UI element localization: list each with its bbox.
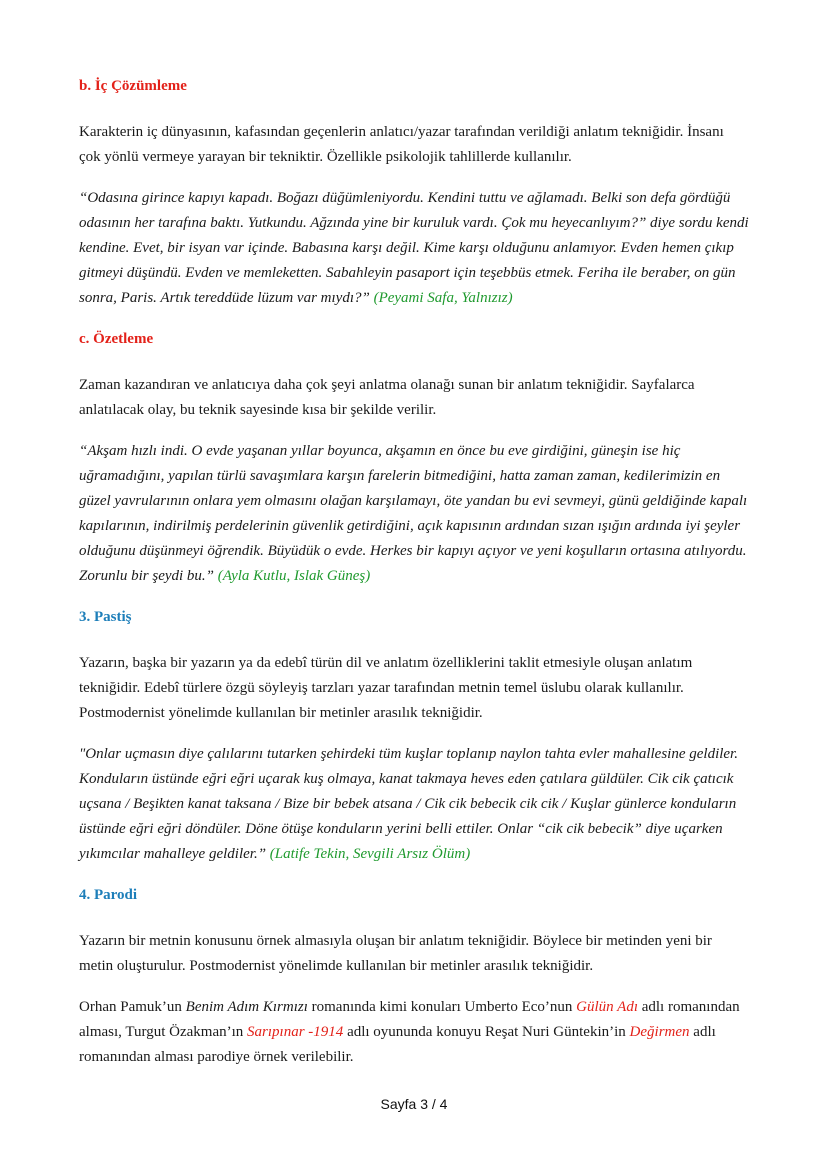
ozetleme-definition: Zaman kazandıran ve anlatıcıya daha çok şeyi anlatma olanağı sunan bir anlatım tekniğidir. Sayfalarca anlatılacak olay, bu teknik sayesinde kısa bir şekilde verilir. (79, 377, 695, 418)
quote-text: “Odasına girince kapıyı kapadı. Boğazı düğümleniyordu. Kendini tuttu ve ağlamadı. Belki son defa gördüğü odasının her tarafına baktı. Yutkundu. Ağzında yine bir kuruluk vardı. Çok mu heyecanlıyım?” diye sordu kendi kendine. Evet, bir isyan var içinde. Babasına karşı değil. Kime karşı olduğunu anlamıyor. Evden hemen çıkıp gitmeyi düşündü. Evden ve memleketten. Sabahleyin pasaport için teşebbüs etmek. Feriha ile beraber, on gün sonra, Paris. Artık tereddüde lüzum var mıydı?” (79, 190, 749, 306)
heading-pastis: 3. Pastiş (79, 609, 132, 625)
pastis-definition: Yazarın, başka bir yazarın ya da edebî türün dil ve anlatım özelliklerini taklit etmesiyle oluşan anlatım tekniğidir. Edebî türlere özgü söyleyiş tarzları yazar tarafından metnin temel üslubu olarak kullanılır. Postmodernist yönelimde kullanılan bir metinler arasılık tekniğidir. (79, 655, 693, 721)
parodi-definition: Yazarın bir metnin konusunu örnek almasıyla oluşan bir anlatım tekniğidir. Böylece bir metinden yeni bir metin oluşturulur. Postmodernist yönelimde kullanılan bir metinler arasılık tekniğidir. (79, 933, 712, 974)
example-text: adlı romanından alması parodiye örnek verilebilir. (79, 1024, 716, 1065)
quote-text: “Akşam hızlı indi. O evde yaşanan yıllar boyunca, akşamın en önce bu eve girdiğini, güneşin ise hiç uğramadığını, yapılan türlü savaşımlara karşın farelerin bitmediğini, hatta zaman zaman, kedilerimizin en güzel yavrularının onlara yem olmasını olağan karşılamayı, öte yandan bu evi sevmeyi, günü geldiğinde kapalı kapılarının, indirilmiş perdelerinin güvenlik getirdiğini, açık kapısının ardından sızan ışığın ardında iyi şeyler olduğunu düşünmeyi öğrendik. Büyüdük o evde. Herkes bir kapıyı açıyor ve yeni koşulların ortasına atılıyordu. Zorunlu bir şeydi bu.” (79, 443, 748, 584)
heading-parodi: 4. Parodi (79, 887, 138, 903)
book-title: Sarıpınar -1914 (247, 1024, 344, 1040)
example-text: adlı oyununda konuyu Reşat Nuri Güntekin’in (343, 1024, 630, 1040)
page-number: Sayfa 3 / 4 (380, 1096, 448, 1112)
heading-ozetleme: c. Özetleme (79, 331, 154, 347)
book-title: Değirmen (629, 1024, 690, 1040)
quote-source: (Peyami Safa, Yalnızız) (373, 290, 513, 306)
pastis-quote (79, 742, 749, 867)
parodi-example (79, 995, 749, 1070)
heading-ic-cozumleme: b. İç Çözümleme (79, 78, 187, 94)
quote-text: "Onlar uçmasın diye çalılarını tutarken şehirdeki tüm kuşlar toplanıp naylon tahta evler mahallesine geldiler. Konduların üstünde eğri eğri uçarak kuş olmaya, kanat takmaya heves eden çatılara güldüler. Cik cik çatıcık uçsana / Beşikten kanat taksana / Bize bir bebek atsana / Cik cik bebecik cik cik / Kuşlar günlerce konduların üstünde eğri eğri döndüler. Döne ötüşe konduların yerini belli ettiler. Onlar “cik cik bebecik” diye uçarken yıkımcılar mahalleye geldiler.” (79, 746, 738, 862)
ic-cozumleme-definition: Karakterin iç dünyasının, kafasından geçenlerin anlatıcı/yazar tarafından verildiği anlatım tekniğidir. İnsanı çok yönlü vermeye yarayan bir tekniktir. Özellikle psikolojik tahlillerde kullanılır. (79, 124, 724, 165)
ic-cozumleme-quote (79, 186, 749, 311)
quote-source: (Ayla Kutlu, Islak Güneş) (217, 568, 371, 584)
quote-source: (Latife Tekin, Sevgili Arsız Ölüm) (269, 846, 471, 862)
example-text: Orhan Pamuk’un (79, 999, 186, 1015)
example-text: romanında kimi konuları Umberto Eco’nun (307, 999, 577, 1015)
example-text: adlı romanından alması, Turgut Özakman’ın (79, 999, 740, 1040)
page-footer (0, 1096, 828, 1112)
ozetleme-quote (79, 439, 749, 589)
document-content (79, 74, 749, 1086)
book-title: Benim Adım Kırmızı (185, 999, 308, 1015)
book-title: Gülün Adı (576, 999, 638, 1015)
